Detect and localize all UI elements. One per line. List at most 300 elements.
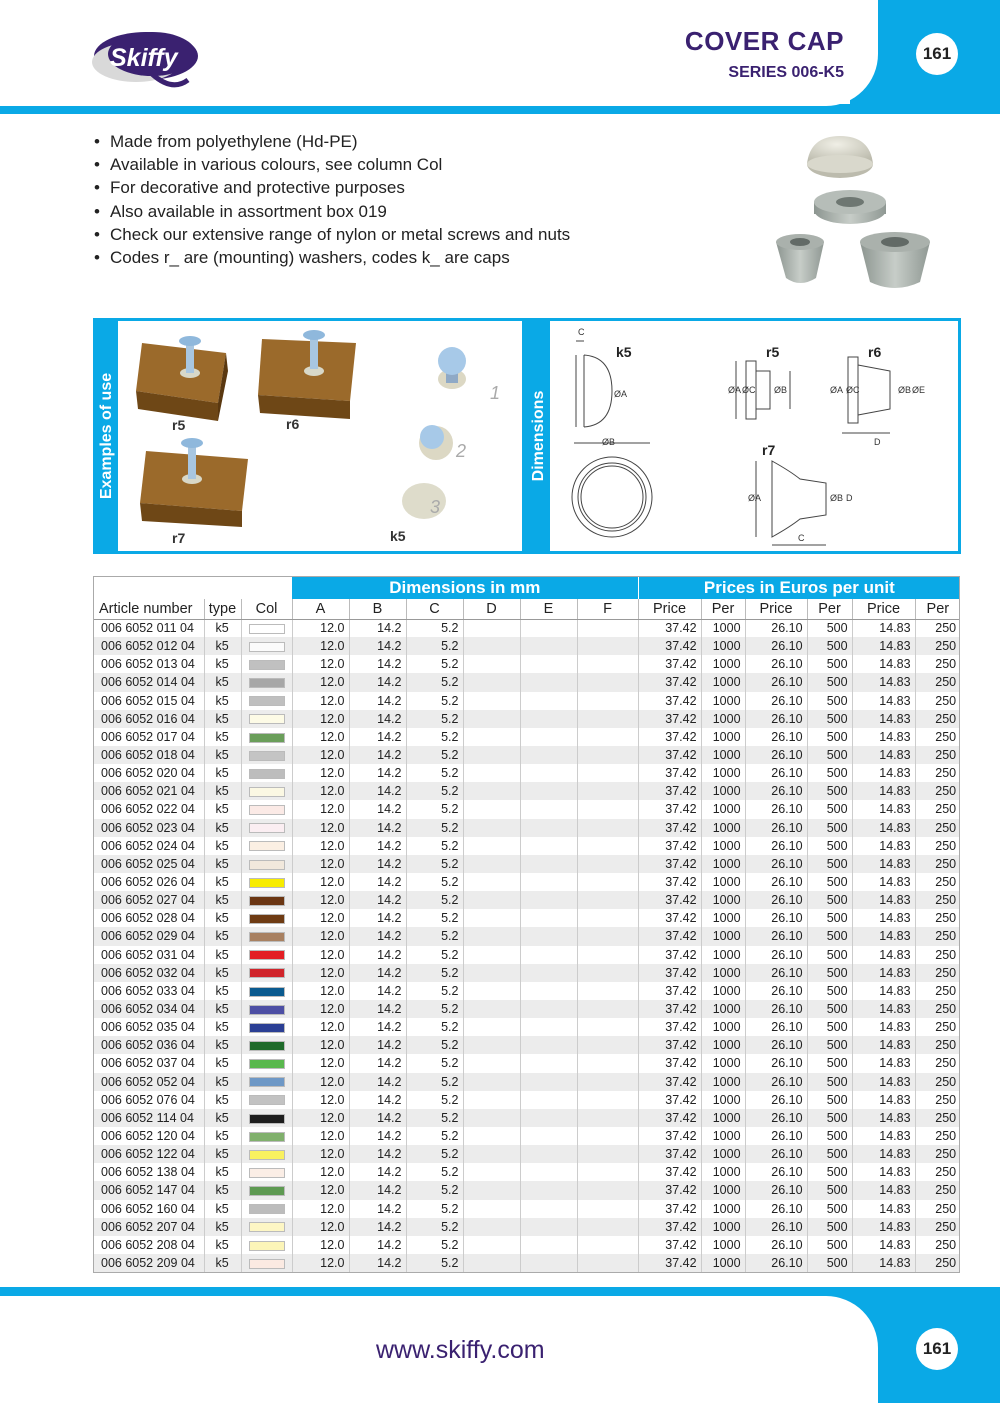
color-cell — [241, 891, 292, 909]
value-cell: 250 — [915, 710, 960, 728]
value-cell — [520, 927, 577, 945]
value-cell: 37.42 — [638, 873, 701, 891]
color-swatch — [249, 1222, 285, 1232]
type-cell: k5 — [204, 1036, 241, 1054]
value-cell — [463, 1054, 520, 1072]
value-cell: 26.10 — [745, 673, 807, 691]
table-row — [93, 800, 960, 818]
type-cell: k5 — [204, 764, 241, 782]
value-cell — [463, 692, 520, 710]
value-cell — [463, 1018, 520, 1036]
value-cell: 5.2 — [406, 637, 463, 655]
value-cell: 14.2 — [349, 1200, 406, 1218]
value-cell: 37.42 — [638, 746, 701, 764]
value-cell: 5.2 — [406, 728, 463, 746]
value-cell — [520, 1073, 577, 1091]
value-cell — [577, 982, 638, 1000]
type-cell: k5 — [204, 1127, 241, 1145]
page-subtitle: SERIES 006-K5 — [728, 64, 844, 81]
color-cell — [241, 673, 292, 691]
type-cell: k5 — [204, 1218, 241, 1236]
value-cell: 5.2 — [406, 1073, 463, 1091]
value-cell: 37.42 — [638, 1109, 701, 1127]
table-row — [93, 946, 960, 964]
value-cell: 500 — [807, 1091, 852, 1109]
feature-item: • For decorative and protective purposes — [94, 176, 570, 199]
value-cell — [520, 1054, 577, 1072]
value-cell: 14.83 — [852, 1200, 915, 1218]
value-cell: 14.2 — [349, 1181, 406, 1199]
value-cell: 500 — [807, 1000, 852, 1018]
value-cell: 12.0 — [292, 927, 349, 945]
value-cell: 5.2 — [406, 855, 463, 873]
value-cell: 5.2 — [406, 782, 463, 800]
value-cell: 250 — [915, 692, 960, 710]
article-number-cell: 006 6052 032 04 — [93, 964, 204, 982]
value-cell: 5.2 — [406, 1181, 463, 1199]
value-cell: 5.2 — [406, 673, 463, 691]
value-cell: 5.2 — [406, 1091, 463, 1109]
value-cell — [577, 764, 638, 782]
value-cell: 1000 — [701, 982, 745, 1000]
value-cell: 14.2 — [349, 927, 406, 945]
column-header: Per — [915, 599, 960, 619]
value-cell — [463, 927, 520, 945]
value-cell: 500 — [807, 782, 852, 800]
value-cell: 26.10 — [745, 1181, 807, 1199]
examples-panel — [93, 318, 525, 554]
svg-text:k5: k5 — [616, 344, 632, 360]
value-cell — [463, 619, 520, 637]
value-cell: 250 — [915, 927, 960, 945]
value-cell: 12.0 — [292, 1018, 349, 1036]
value-cell: 14.83 — [852, 655, 915, 673]
value-cell: 12.0 — [292, 1000, 349, 1018]
value-cell: 14.2 — [349, 1073, 406, 1091]
value-cell: 14.83 — [852, 819, 915, 837]
article-number-cell: 006 6052 031 04 — [101, 947, 195, 962]
value-cell: 250 — [915, 946, 960, 964]
color-swatch — [249, 1005, 285, 1015]
value-cell — [463, 964, 520, 982]
color-swatch — [249, 1241, 285, 1251]
value-cell — [463, 1163, 520, 1181]
value-cell: 12.0 — [292, 855, 349, 873]
value-cell: 500 — [807, 1018, 852, 1036]
value-cell: 500 — [807, 1181, 852, 1199]
value-cell: 1000 — [701, 837, 745, 855]
value-cell: 250 — [915, 982, 960, 1000]
value-cell: 26.10 — [745, 782, 807, 800]
feature-item: • Made from polyethylene (Hd-PE) — [94, 130, 570, 153]
svg-text:r7: r7 — [172, 530, 186, 546]
value-cell — [520, 1091, 577, 1109]
table-row — [93, 728, 960, 746]
dimensions-drawing — [550, 321, 958, 551]
svg-text:ØB: ØB — [602, 437, 616, 447]
color-swatch — [249, 787, 285, 797]
value-cell: 14.83 — [852, 764, 915, 782]
value-cell: 250 — [915, 1036, 960, 1054]
value-cell: 12.0 — [292, 692, 349, 710]
value-cell: 1000 — [701, 964, 745, 982]
article-number-cell: 006 6052 037 04 — [101, 1056, 195, 1071]
value-cell: 500 — [807, 1036, 852, 1054]
table-row — [93, 819, 960, 837]
value-cell: 14.83 — [852, 1018, 915, 1036]
color-swatch — [249, 805, 285, 815]
value-cell — [463, 837, 520, 855]
value-cell: 37.42 — [638, 800, 701, 818]
value-cell: 26.10 — [745, 891, 807, 909]
value-cell: 26.10 — [745, 1091, 807, 1109]
value-cell — [520, 1018, 577, 1036]
value-cell — [577, 692, 638, 710]
type-cell: k5 — [204, 800, 241, 818]
value-cell — [463, 1181, 520, 1199]
value-cell: 250 — [915, 1218, 960, 1236]
value-cell — [577, 800, 638, 818]
value-cell: 37.42 — [638, 764, 701, 782]
value-cell: 250 — [915, 782, 960, 800]
page-title: COVER CAP — [684, 26, 844, 56]
svg-text:ØC: ØC — [846, 385, 860, 395]
value-cell: 26.10 — [745, 1018, 807, 1036]
value-cell — [520, 1181, 577, 1199]
article-number-cell: 006 6052 017 04 — [101, 729, 195, 744]
value-cell: 37.42 — [638, 982, 701, 1000]
color-swatch — [249, 624, 285, 634]
product-photo — [770, 130, 950, 310]
value-cell: 26.10 — [745, 982, 807, 1000]
color-swatch — [249, 878, 285, 888]
value-cell: 26.10 — [745, 692, 807, 710]
article-number-cell: 006 6052 147 04 — [93, 1181, 204, 1199]
column-header: D — [463, 599, 520, 619]
article-number-cell: 006 6052 207 04 — [93, 1218, 204, 1236]
color-swatch — [249, 1168, 285, 1178]
value-cell — [520, 782, 577, 800]
value-cell: 500 — [807, 909, 852, 927]
value-cell: 26.10 — [745, 855, 807, 873]
color-cell — [241, 1181, 292, 1199]
value-cell — [577, 728, 638, 746]
value-cell: 14.2 — [349, 655, 406, 673]
value-cell: 12.0 — [292, 782, 349, 800]
value-cell: 500 — [807, 1236, 852, 1254]
value-cell: 14.83 — [852, 1054, 915, 1072]
value-cell: 14.83 — [852, 1000, 915, 1018]
value-cell — [577, 927, 638, 945]
color-swatch — [249, 678, 285, 688]
table-row — [93, 1000, 960, 1018]
value-cell — [463, 1036, 520, 1054]
value-cell: 12.0 — [292, 837, 349, 855]
value-cell: 5.2 — [406, 655, 463, 673]
value-cell: 14.2 — [349, 619, 406, 637]
value-cell: 14.83 — [852, 1145, 915, 1163]
value-cell: 5.2 — [406, 692, 463, 710]
color-swatch — [249, 950, 285, 960]
dimensions-label: Dimensions — [528, 321, 550, 551]
value-cell: 500 — [807, 964, 852, 982]
svg-text:ØA: ØA — [728, 385, 742, 395]
value-cell: 500 — [807, 1054, 852, 1072]
color-swatch — [249, 823, 285, 833]
value-cell — [463, 1000, 520, 1018]
table-row — [93, 710, 960, 728]
value-cell — [463, 782, 520, 800]
color-swatch — [249, 1186, 285, 1196]
type-cell: k5 — [204, 819, 241, 837]
value-cell: 1000 — [701, 764, 745, 782]
value-cell — [577, 1163, 638, 1181]
value-cell: 250 — [915, 764, 960, 782]
value-cell — [577, 855, 638, 873]
value-cell: 37.42 — [638, 1163, 701, 1181]
type-cell: k5 — [204, 855, 241, 873]
value-cell: 14.83 — [852, 782, 915, 800]
type-cell: k5 — [204, 964, 241, 982]
svg-text:D: D — [874, 437, 881, 447]
value-cell: 250 — [915, 637, 960, 655]
value-cell — [520, 1000, 577, 1018]
value-cell: 250 — [915, 837, 960, 855]
color-swatch — [249, 1095, 285, 1105]
value-cell: 26.10 — [745, 927, 807, 945]
value-cell: 26.10 — [745, 619, 807, 637]
value-cell: 37.42 — [638, 1018, 701, 1036]
value-cell — [520, 1036, 577, 1054]
svg-text:3: 3 — [430, 497, 441, 517]
value-cell: 37.42 — [638, 1145, 701, 1163]
type-cell: k5 — [204, 1109, 241, 1127]
value-cell: 14.2 — [349, 873, 406, 891]
value-cell: 1000 — [701, 1054, 745, 1072]
value-cell — [577, 1018, 638, 1036]
column-header: Per — [807, 599, 852, 619]
table-row — [93, 692, 960, 710]
value-cell: 12.0 — [292, 1163, 349, 1181]
value-cell: 26.10 — [745, 1163, 807, 1181]
type-cell: k5 — [204, 1018, 241, 1036]
value-cell: 1000 — [701, 673, 745, 691]
type-cell: k5 — [204, 909, 241, 927]
value-cell — [463, 1254, 520, 1272]
article-number-cell: 006 6052 052 04 — [93, 1073, 204, 1091]
value-cell: 1000 — [701, 655, 745, 673]
value-cell: 37.42 — [638, 1236, 701, 1254]
article-number-cell: 006 6052 021 04 — [93, 782, 204, 800]
color-swatch — [249, 1023, 285, 1033]
type-cell: k5 — [204, 891, 241, 909]
value-cell: 14.83 — [852, 873, 915, 891]
value-cell: 500 — [807, 837, 852, 855]
value-cell — [520, 1218, 577, 1236]
value-cell: 14.2 — [349, 1145, 406, 1163]
svg-text:ØB: ØB — [898, 385, 912, 395]
type-cell: k5 — [204, 1145, 241, 1163]
table-row — [93, 837, 960, 855]
column-header: Col — [241, 599, 292, 619]
table-row — [93, 1109, 960, 1127]
value-cell — [463, 673, 520, 691]
value-cell: 1000 — [701, 909, 745, 927]
value-cell: 12.0 — [292, 1127, 349, 1145]
article-number-cell: 006 6052 024 04 — [101, 838, 195, 853]
value-cell — [463, 982, 520, 1000]
value-cell: 12.0 — [292, 1073, 349, 1091]
value-cell: 14.2 — [349, 1000, 406, 1018]
value-cell: 26.10 — [745, 1036, 807, 1054]
feature-item: • Check our extensive range of nylon or metal screws and nuts — [94, 223, 570, 246]
article-number-cell: 006 6052 034 04 — [93, 1000, 204, 1018]
color-swatch — [249, 1150, 285, 1160]
value-cell: 5.2 — [406, 1109, 463, 1127]
examples-illustration — [118, 321, 522, 551]
color-cell — [241, 1109, 292, 1127]
value-cell: 37.42 — [638, 1127, 701, 1145]
svg-text:r5: r5 — [766, 344, 780, 360]
table-row — [93, 982, 960, 1000]
value-cell: 1000 — [701, 891, 745, 909]
value-cell: 1000 — [701, 619, 745, 637]
color-swatch — [249, 714, 285, 724]
value-cell: 14.83 — [852, 1036, 915, 1054]
value-cell: 12.0 — [292, 1181, 349, 1199]
color-swatch — [249, 1132, 285, 1142]
value-cell — [463, 710, 520, 728]
type-cell: k5 — [204, 619, 241, 637]
table-row — [93, 891, 960, 909]
value-cell: 14.2 — [349, 746, 406, 764]
value-cell: 1000 — [701, 1181, 745, 1199]
value-cell: 26.10 — [745, 909, 807, 927]
prices-group-header: Prices in Euros per unit — [638, 576, 960, 599]
price-table — [93, 576, 960, 1272]
value-cell — [463, 946, 520, 964]
color-swatch — [249, 932, 285, 942]
value-cell: 5.2 — [406, 1127, 463, 1145]
value-cell: 37.42 — [638, 728, 701, 746]
value-cell — [520, 619, 577, 637]
table-row — [93, 1145, 960, 1163]
value-cell: 500 — [807, 655, 852, 673]
value-cell: 14.83 — [852, 1218, 915, 1236]
value-cell: 250 — [915, 1181, 960, 1199]
value-cell: 37.42 — [638, 837, 701, 855]
feature-item: • Also available in assortment box 019 — [94, 200, 570, 223]
svg-text:ØA: ØA — [748, 493, 762, 503]
value-cell: 37.42 — [638, 1218, 701, 1236]
article-number-cell: 006 6052 014 04 — [93, 673, 204, 691]
table-row — [93, 873, 960, 891]
value-cell: 5.2 — [406, 764, 463, 782]
value-cell: 250 — [915, 1163, 960, 1181]
value-cell — [577, 673, 638, 691]
color-cell — [241, 1054, 292, 1072]
table-row — [93, 1181, 960, 1199]
column-header: Price — [638, 599, 701, 619]
value-cell: 14.83 — [852, 710, 915, 728]
value-cell: 12.0 — [292, 710, 349, 728]
value-cell — [463, 1218, 520, 1236]
website-link[interactable]: www.skiffy.com — [376, 1336, 545, 1364]
color-swatch — [249, 733, 285, 743]
column-header: A — [292, 599, 349, 619]
value-cell: 14.83 — [852, 692, 915, 710]
type-cell: k5 — [204, 692, 241, 710]
value-cell — [463, 746, 520, 764]
value-cell: 14.83 — [852, 1091, 915, 1109]
table-row — [93, 909, 960, 927]
value-cell: 14.2 — [349, 800, 406, 818]
value-cell — [463, 1091, 520, 1109]
table-row — [93, 1218, 960, 1236]
value-cell: 500 — [807, 619, 852, 637]
value-cell: 1000 — [701, 710, 745, 728]
type-cell: k5 — [204, 982, 241, 1000]
column-header: Per — [701, 599, 745, 619]
value-cell: 26.10 — [745, 837, 807, 855]
value-cell: 14.83 — [852, 891, 915, 909]
svg-text:ØB: ØB — [774, 385, 788, 395]
examples-label: Examples of use — [96, 321, 118, 551]
value-cell: 37.42 — [638, 619, 701, 637]
value-cell — [577, 1218, 638, 1236]
value-cell: 26.10 — [745, 964, 807, 982]
value-cell: 500 — [807, 800, 852, 818]
table-row — [93, 1254, 960, 1272]
value-cell — [577, 873, 638, 891]
value-cell: 12.0 — [292, 655, 349, 673]
value-cell: 37.42 — [638, 782, 701, 800]
table-row — [93, 673, 960, 691]
svg-text:C: C — [798, 533, 805, 543]
value-cell: 1000 — [701, 800, 745, 818]
value-cell: 14.2 — [349, 764, 406, 782]
value-cell: 12.0 — [292, 909, 349, 927]
color-cell — [241, 1036, 292, 1054]
column-header: type — [204, 599, 241, 619]
color-cell — [241, 619, 292, 637]
article-number-cell: 006 6052 114 04 — [93, 1109, 204, 1127]
value-cell: 37.42 — [638, 927, 701, 945]
value-cell: 1000 — [701, 637, 745, 655]
svg-text:r5: r5 — [172, 417, 186, 433]
color-cell — [241, 728, 292, 746]
value-cell: 1000 — [701, 692, 745, 710]
color-cell — [241, 1000, 292, 1018]
value-cell — [520, 655, 577, 673]
svg-text:2: 2 — [456, 441, 467, 461]
value-cell: 14.2 — [349, 1036, 406, 1054]
value-cell: 1000 — [701, 1109, 745, 1127]
color-swatch — [249, 1041, 285, 1051]
color-swatch — [249, 696, 285, 706]
value-cell: 1000 — [701, 1000, 745, 1018]
value-cell: 500 — [807, 1109, 852, 1127]
value-cell: 1000 — [701, 1073, 745, 1091]
value-cell: 5.2 — [406, 1254, 463, 1272]
value-cell: 14.83 — [852, 637, 915, 655]
value-cell: 250 — [915, 1018, 960, 1036]
value-cell — [520, 800, 577, 818]
color-cell — [241, 837, 292, 855]
page-number-bottom: 161 — [916, 1328, 958, 1370]
value-cell: 37.42 — [638, 637, 701, 655]
color-swatch — [249, 1077, 285, 1087]
